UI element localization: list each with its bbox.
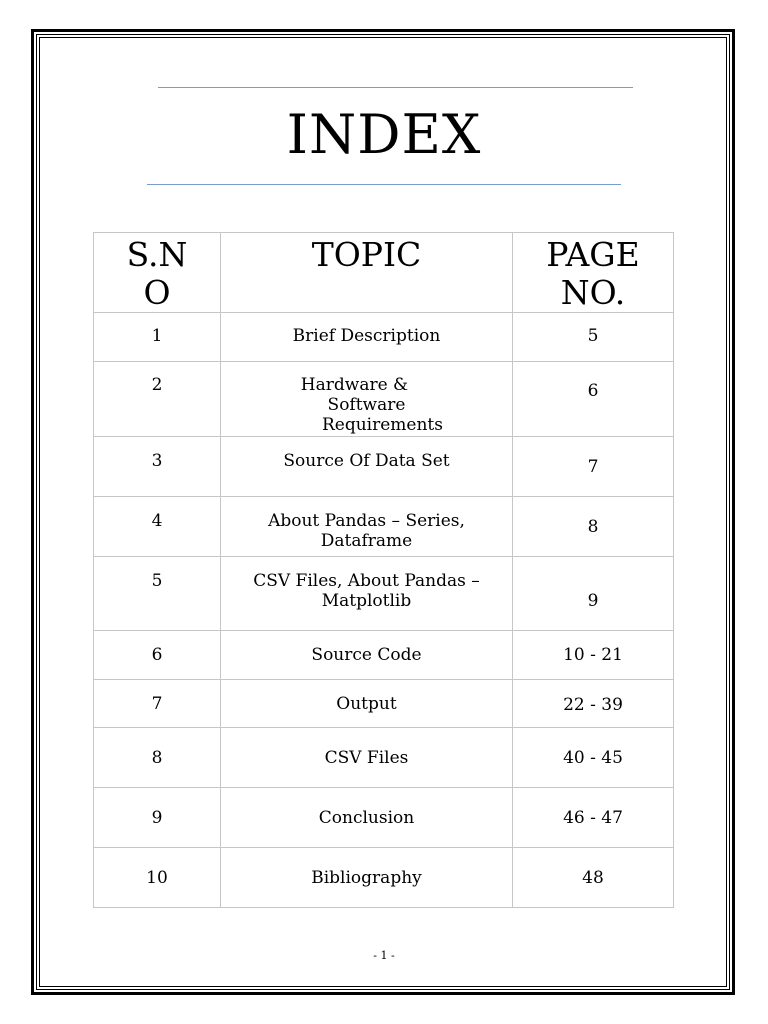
- header-page-line2: NO.: [560, 273, 626, 312]
- row-page: 8: [513, 497, 674, 557]
- row-topic-line: Dataframe: [320, 531, 413, 551]
- table-row: [94, 313, 674, 362]
- row-topic: Bibliography: [221, 848, 513, 908]
- table-row: [94, 362, 674, 437]
- table-row: [94, 728, 674, 788]
- table-row: [94, 680, 674, 728]
- row-topic-line: Requirements: [321, 415, 443, 435]
- table-row: [94, 788, 674, 848]
- row-sno: 9: [94, 788, 221, 848]
- row-sno: 4: [94, 497, 221, 557]
- row-topic-line: Software: [327, 395, 406, 415]
- row-topic: [221, 497, 513, 557]
- row-sno: 6: [94, 631, 221, 680]
- row-page: 9: [513, 557, 674, 631]
- row-sno: 8: [94, 728, 221, 788]
- row-topic: Output: [221, 680, 513, 728]
- row-topic: Source Code: [221, 631, 513, 680]
- page-number: - 1 -: [373, 949, 395, 962]
- header-topic-label: TOPIC: [311, 235, 422, 274]
- row-topic: Conclusion: [221, 788, 513, 848]
- row-sno: 7: [94, 680, 221, 728]
- header-sno-line1: S.N: [126, 235, 188, 274]
- row-page: 6: [513, 362, 674, 437]
- index-table: [93, 232, 674, 908]
- table-row: [94, 437, 674, 497]
- header-page-line1: PAGE: [546, 235, 640, 274]
- row-topic: [221, 557, 513, 631]
- row-page: 22 - 39: [513, 680, 674, 728]
- table-row: [94, 631, 674, 680]
- row-topic-line: Matplotlib: [321, 591, 412, 611]
- row-sno: 5: [94, 557, 221, 631]
- row-page: 40 - 45: [513, 728, 674, 788]
- row-topic: CSV Files: [221, 728, 513, 788]
- header-sno: [94, 233, 221, 313]
- row-topic-line: CSV Files, About Pandas –: [253, 571, 480, 591]
- header-sno-line2: O: [143, 273, 171, 312]
- row-page: 46 - 47: [513, 788, 674, 848]
- row-page: 5: [513, 313, 674, 362]
- row-sno: 2: [94, 362, 221, 437]
- row-page: 10 - 21: [513, 631, 674, 680]
- row-topic: Brief Description: [221, 313, 513, 362]
- table-row: [94, 557, 674, 631]
- title-rule-top: [158, 87, 633, 88]
- table-header-row: [94, 233, 674, 313]
- title-rule-bottom: [147, 184, 621, 185]
- row-sno: 1: [94, 313, 221, 362]
- row-sno: 3: [94, 437, 221, 497]
- header-page: [513, 233, 674, 313]
- row-topic-line: Hardware &: [300, 375, 409, 395]
- table-row: [94, 848, 674, 908]
- row-topic-line: About Pandas – Series,: [268, 511, 465, 531]
- row-topic: [221, 362, 513, 437]
- row-sno: 10: [94, 848, 221, 908]
- page-title: INDEX: [286, 103, 482, 166]
- row-topic: Source Of Data Set: [221, 437, 513, 497]
- row-page: 7: [513, 437, 674, 497]
- table-row: [94, 497, 674, 557]
- header-topic: [221, 233, 513, 313]
- row-page: 48: [513, 848, 674, 908]
